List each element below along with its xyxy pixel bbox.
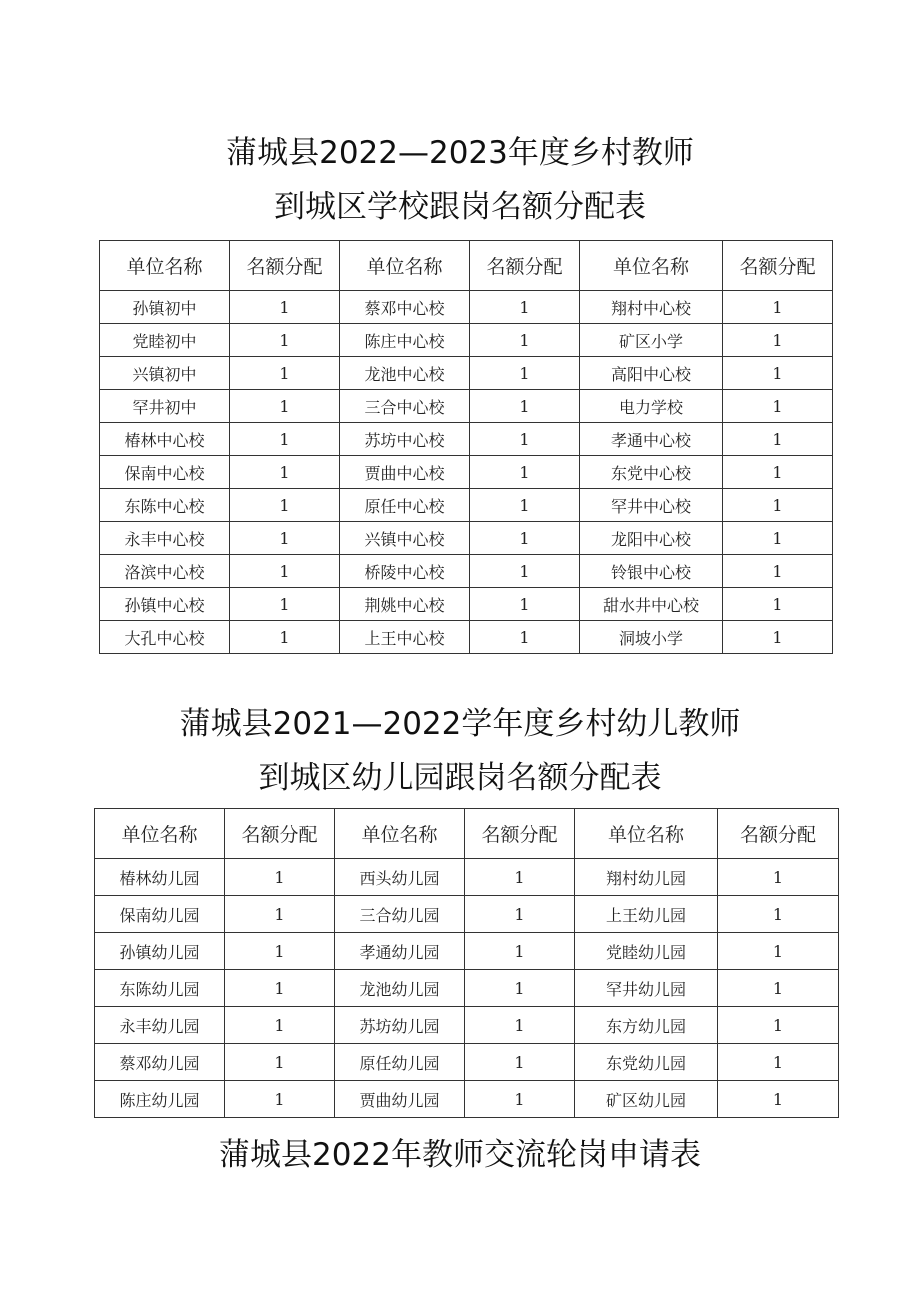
column-header: 单位名称 <box>100 241 230 291</box>
quota-cell: 1 <box>718 896 839 933</box>
quota-cell: 1 <box>718 859 839 896</box>
unit-name-cell: 矿区幼儿园 <box>575 1081 718 1118</box>
unit-name-cell: 高阳中心校 <box>580 357 723 390</box>
quota-cell: 1 <box>718 933 839 970</box>
quota-cell: 1 <box>723 291 833 324</box>
quota-cell: 1 <box>470 588 580 621</box>
unit-name-cell: 党睦初中 <box>100 324 230 357</box>
table-row <box>100 357 833 390</box>
quota-cell: 1 <box>225 1081 335 1118</box>
quota-cell: 1 <box>723 489 833 522</box>
quota-cell: 1 <box>465 970 575 1007</box>
column-header: 名额分配 <box>470 241 580 291</box>
quota-cell: 1 <box>225 933 335 970</box>
quota-cell: 1 <box>230 291 340 324</box>
unit-name-cell: 罕井幼儿园 <box>575 970 718 1007</box>
quota-cell: 1 <box>230 522 340 555</box>
table-row <box>100 489 833 522</box>
unit-name-cell: 东方幼儿园 <box>575 1007 718 1044</box>
quota-cell: 1 <box>470 291 580 324</box>
column-header: 名额分配 <box>723 241 833 291</box>
quota-cell: 1 <box>470 555 580 588</box>
quota-cell: 1 <box>470 357 580 390</box>
column-header: 单位名称 <box>340 241 470 291</box>
quota-cell: 1 <box>470 522 580 555</box>
unit-name-cell: 椿林中心校 <box>100 423 230 456</box>
quota-cell: 1 <box>225 970 335 1007</box>
title-line-2: 到城区学校跟岗名额分配表 <box>274 189 646 225</box>
unit-name-cell: 东党中心校 <box>580 456 723 489</box>
table-header-row <box>100 241 833 291</box>
quota-cell: 1 <box>465 896 575 933</box>
table-row <box>95 1081 839 1118</box>
unit-name-cell: 保南幼儿园 <box>95 896 225 933</box>
quota-cell: 1 <box>723 621 833 654</box>
unit-name-cell: 东陈中心校 <box>100 489 230 522</box>
unit-name-cell: 电力学校 <box>580 390 723 423</box>
teacher-allocation-table <box>99 240 833 654</box>
quota-cell: 1 <box>718 1081 839 1118</box>
table-row <box>100 555 833 588</box>
column-header: 单位名称 <box>335 809 465 859</box>
unit-name-cell: 兴镇中心校 <box>340 522 470 555</box>
unit-name-cell: 矿区小学 <box>580 324 723 357</box>
column-header: 名额分配 <box>465 809 575 859</box>
unit-name-cell: 兴镇初中 <box>100 357 230 390</box>
table-row <box>95 970 839 1007</box>
unit-name-cell: 三合中心校 <box>340 390 470 423</box>
quota-cell: 1 <box>230 324 340 357</box>
allocation-title-kindergarten <box>0 697 920 805</box>
quota-cell: 1 <box>225 896 335 933</box>
quota-cell: 1 <box>718 970 839 1007</box>
quota-cell: 1 <box>230 489 340 522</box>
unit-name-cell: 东陈幼儿园 <box>95 970 225 1007</box>
table-row <box>95 1044 839 1081</box>
unit-name-cell: 上王幼儿园 <box>575 896 718 933</box>
quota-cell: 1 <box>470 456 580 489</box>
quota-cell: 1 <box>465 859 575 896</box>
unit-name-cell: 孙镇幼儿园 <box>95 933 225 970</box>
title-line-1: 蒲城县2021—2022学年度乡村幼儿教师 <box>179 706 741 742</box>
quota-cell: 1 <box>225 1044 335 1081</box>
table-row <box>95 1007 839 1044</box>
unit-name-cell: 西头幼儿园 <box>335 859 465 896</box>
quota-cell: 1 <box>225 1007 335 1044</box>
quota-cell: 1 <box>230 357 340 390</box>
table-row <box>95 859 839 896</box>
quota-cell: 1 <box>470 489 580 522</box>
quota-cell: 1 <box>723 456 833 489</box>
quota-cell: 1 <box>470 621 580 654</box>
column-header: 单位名称 <box>575 809 718 859</box>
table-row <box>95 896 839 933</box>
unit-name-cell: 罕井中心校 <box>580 489 723 522</box>
allocation-title-teachers <box>0 126 920 234</box>
unit-name-cell: 罕井初中 <box>100 390 230 423</box>
quota-cell: 1 <box>465 1007 575 1044</box>
quota-cell: 1 <box>470 324 580 357</box>
unit-name-cell: 原任中心校 <box>340 489 470 522</box>
quota-cell: 1 <box>230 588 340 621</box>
unit-name-cell: 孝通幼儿园 <box>335 933 465 970</box>
table-row <box>100 522 833 555</box>
unit-name-cell: 三合幼儿园 <box>335 896 465 933</box>
unit-name-cell: 翔村幼儿园 <box>575 859 718 896</box>
column-header: 单位名称 <box>580 241 723 291</box>
table-row <box>100 423 833 456</box>
quota-cell: 1 <box>723 522 833 555</box>
application-form-title <box>0 1128 920 1182</box>
quota-cell: 1 <box>230 456 340 489</box>
table-header-row <box>95 809 839 859</box>
unit-name-cell: 甜水井中心校 <box>580 588 723 621</box>
unit-name-cell: 铃银中心校 <box>580 555 723 588</box>
unit-name-cell: 保南中心校 <box>100 456 230 489</box>
unit-name-cell: 上王中心校 <box>340 621 470 654</box>
quota-cell: 1 <box>723 390 833 423</box>
table-row <box>100 456 833 489</box>
unit-name-cell: 孝通中心校 <box>580 423 723 456</box>
column-header: 名额分配 <box>225 809 335 859</box>
quota-cell: 1 <box>470 423 580 456</box>
unit-name-cell: 东党幼儿园 <box>575 1044 718 1081</box>
column-header: 单位名称 <box>95 809 225 859</box>
unit-name-cell: 贾曲中心校 <box>340 456 470 489</box>
unit-name-cell: 苏坊中心校 <box>340 423 470 456</box>
column-header: 名额分配 <box>230 241 340 291</box>
unit-name-cell: 荆姚中心校 <box>340 588 470 621</box>
quota-cell: 1 <box>723 555 833 588</box>
unit-name-cell: 椿林幼儿园 <box>95 859 225 896</box>
unit-name-cell: 永丰中心校 <box>100 522 230 555</box>
unit-name-cell: 蔡邓幼儿园 <box>95 1044 225 1081</box>
quota-cell: 1 <box>230 621 340 654</box>
table-row <box>100 324 833 357</box>
kindergarten-allocation-table <box>94 808 839 1118</box>
unit-name-cell: 翔村中心校 <box>580 291 723 324</box>
quota-cell: 1 <box>225 859 335 896</box>
unit-name-cell: 龙阳中心校 <box>580 522 723 555</box>
title-line-1: 蒲城县2022年教师交流轮岗申请表 <box>219 1137 701 1173</box>
unit-name-cell: 龙池中心校 <box>340 357 470 390</box>
unit-name-cell: 蔡邓中心校 <box>340 291 470 324</box>
quota-cell: 1 <box>723 588 833 621</box>
unit-name-cell: 贾曲幼儿园 <box>335 1081 465 1118</box>
title-line-2: 到城区幼儿园跟岗名额分配表 <box>258 760 662 796</box>
quota-cell: 1 <box>230 555 340 588</box>
quota-cell: 1 <box>465 1081 575 1118</box>
quota-cell: 1 <box>465 1044 575 1081</box>
quota-cell: 1 <box>230 390 340 423</box>
unit-name-cell: 洛滨中心校 <box>100 555 230 588</box>
quota-cell: 1 <box>470 390 580 423</box>
unit-name-cell: 洞坡小学 <box>580 621 723 654</box>
table-row <box>100 588 833 621</box>
quota-cell: 1 <box>723 357 833 390</box>
table-row <box>100 621 833 654</box>
table-row <box>100 390 833 423</box>
unit-name-cell: 龙池幼儿园 <box>335 970 465 1007</box>
quota-cell: 1 <box>723 324 833 357</box>
quota-cell: 1 <box>230 423 340 456</box>
unit-name-cell: 孙镇初中 <box>100 291 230 324</box>
unit-name-cell: 孙镇中心校 <box>100 588 230 621</box>
unit-name-cell: 永丰幼儿园 <box>95 1007 225 1044</box>
unit-name-cell: 原任幼儿园 <box>335 1044 465 1081</box>
table-row <box>95 933 839 970</box>
unit-name-cell: 桥陵中心校 <box>340 555 470 588</box>
quota-cell: 1 <box>718 1007 839 1044</box>
table-row <box>100 291 833 324</box>
title-line-1: 蒲城县2022—2023年度乡村教师 <box>226 135 694 171</box>
quota-cell: 1 <box>718 1044 839 1081</box>
column-header: 名额分配 <box>718 809 839 859</box>
quota-cell: 1 <box>465 933 575 970</box>
unit-name-cell: 陈庄中心校 <box>340 324 470 357</box>
unit-name-cell: 党睦幼儿园 <box>575 933 718 970</box>
unit-name-cell: 大孔中心校 <box>100 621 230 654</box>
unit-name-cell: 苏坊幼儿园 <box>335 1007 465 1044</box>
unit-name-cell: 陈庄幼儿园 <box>95 1081 225 1118</box>
quota-cell: 1 <box>723 423 833 456</box>
